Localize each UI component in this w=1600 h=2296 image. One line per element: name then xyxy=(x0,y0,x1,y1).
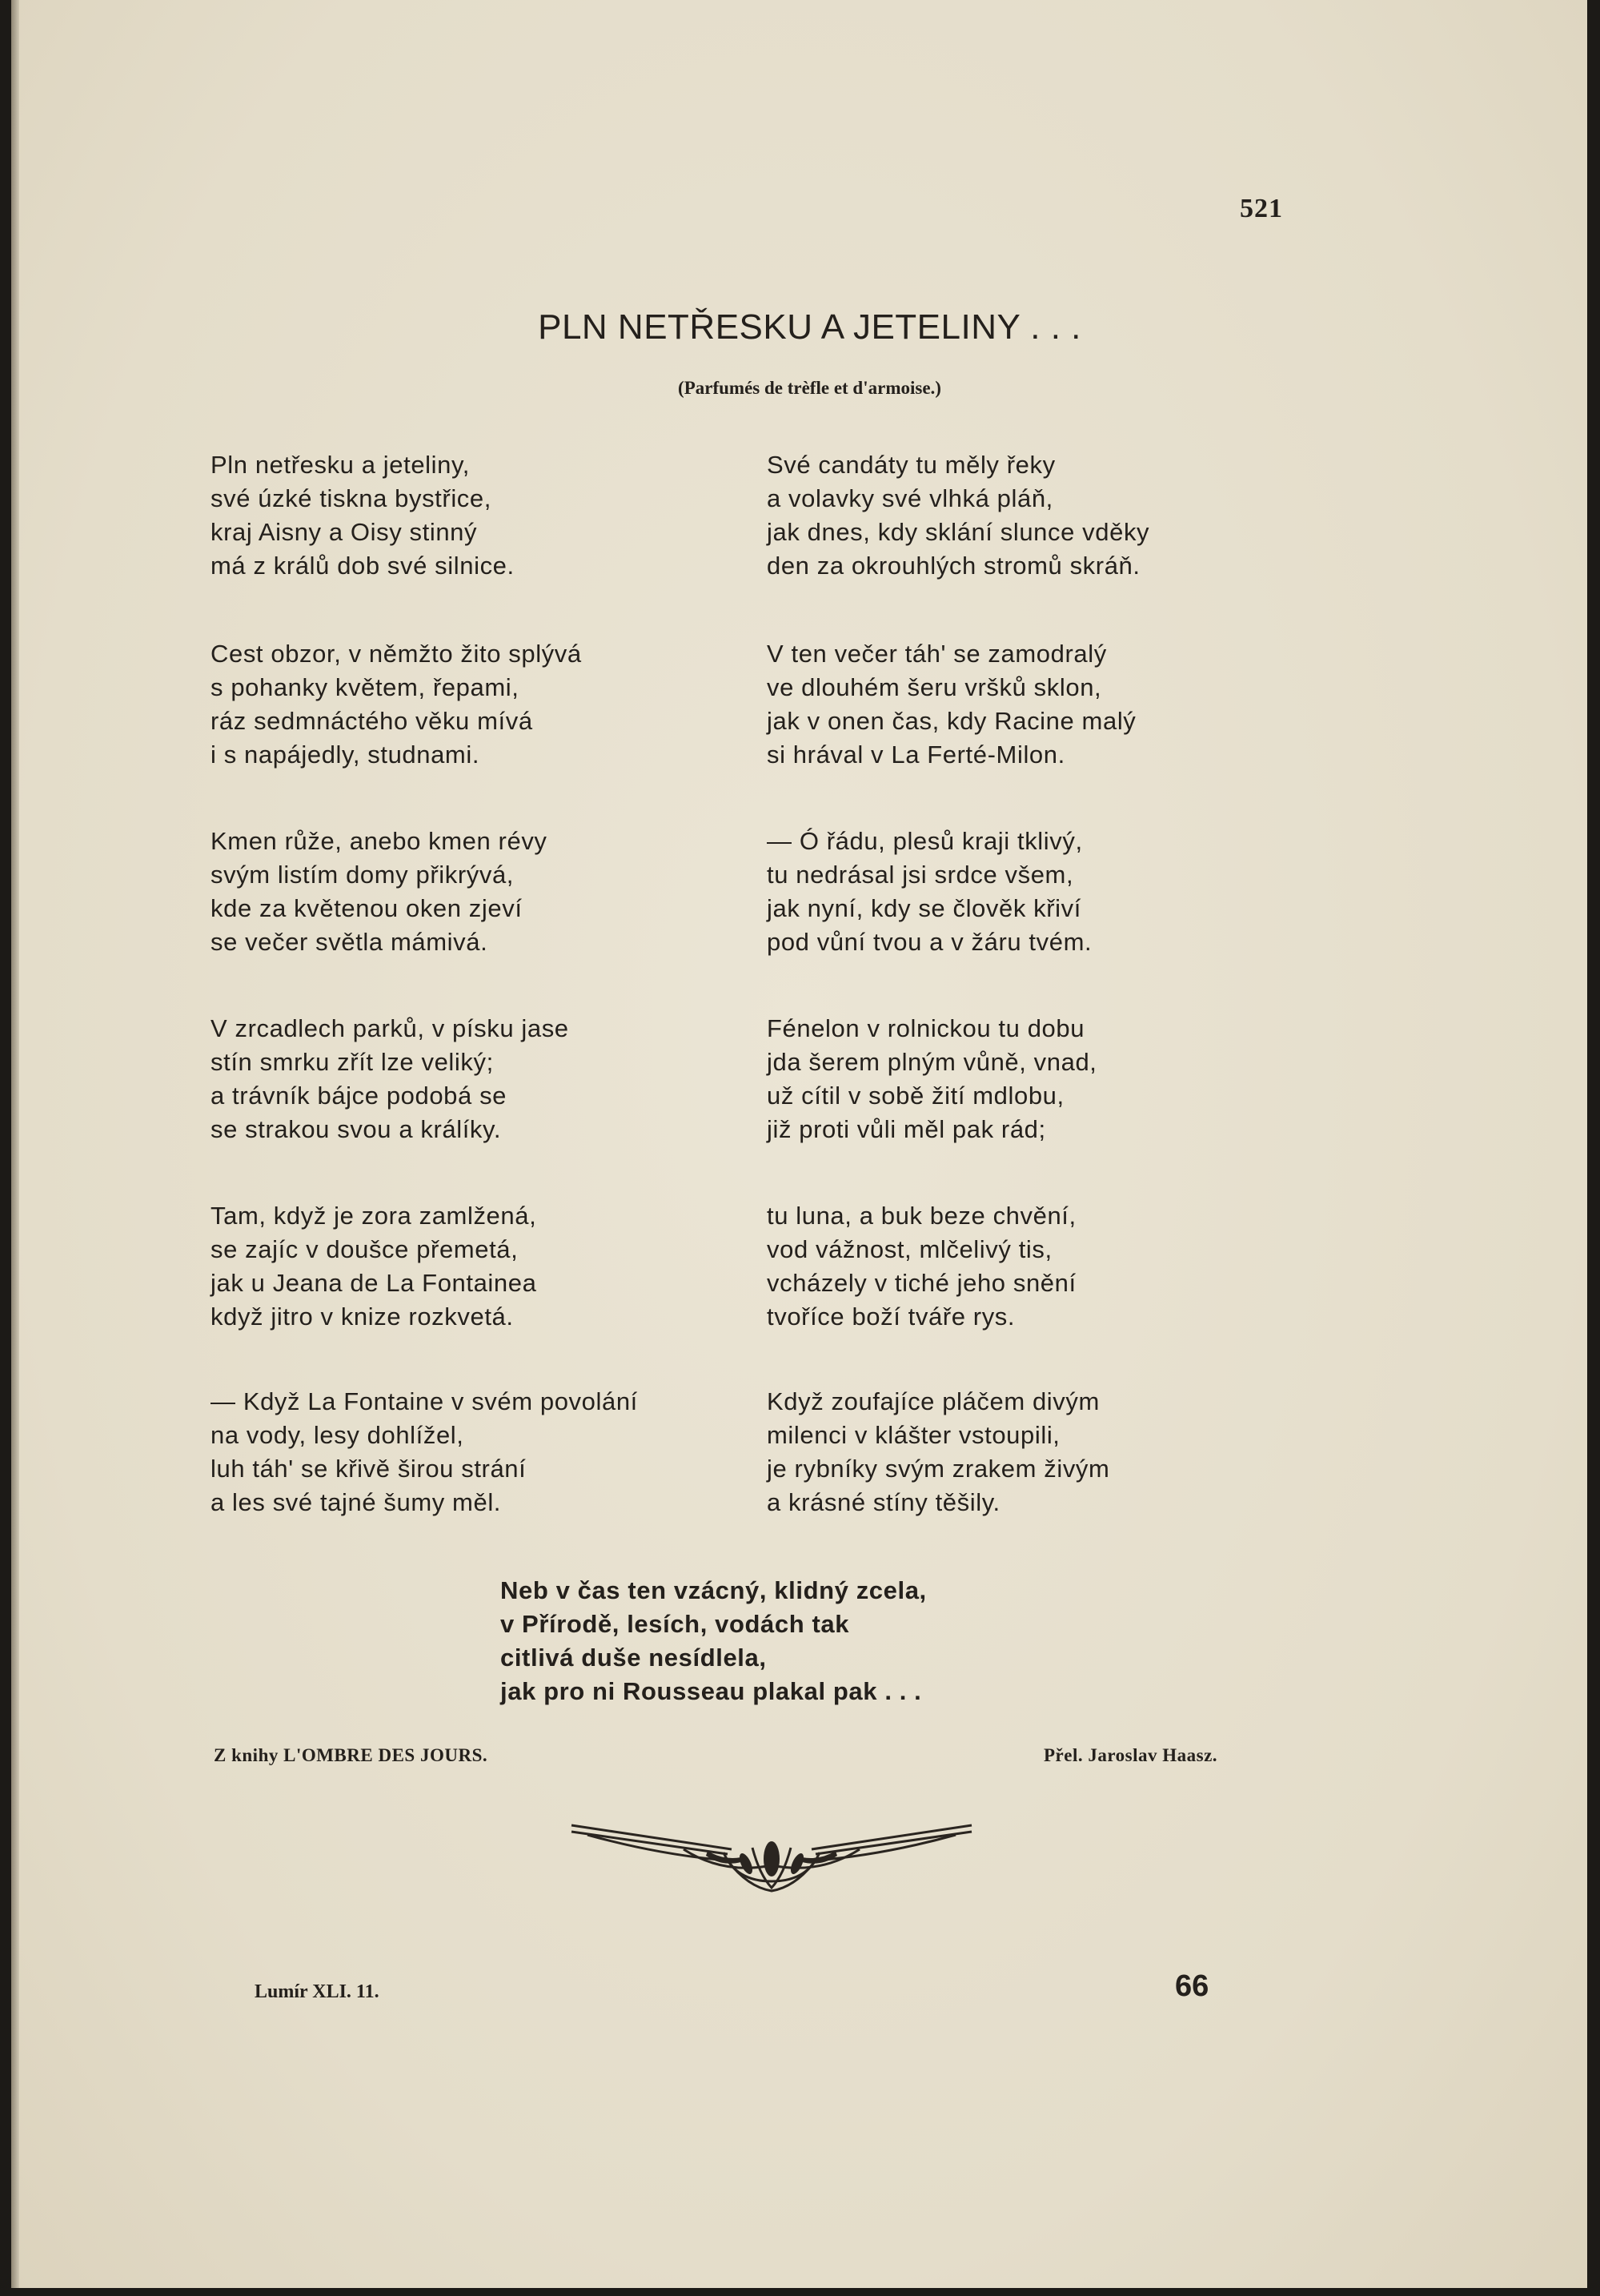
verse-line: vcházely v tiché jeho snění xyxy=(767,1269,1077,1297)
verse-line: jak u Jeana de La Fontainea xyxy=(211,1269,537,1297)
verse-line: v Přírodě, lesích, vodách tak xyxy=(500,1610,850,1638)
verse-line: Když zoufajíce pláčem divým xyxy=(767,1387,1100,1415)
stanza-right-2 xyxy=(767,637,1136,772)
verse-line: již proti vůli měl pak rád; xyxy=(767,1115,1046,1143)
verse-line: luh táh' se křivě širou strání xyxy=(211,1455,527,1483)
verse-line: — Když La Fontaine v svém povolání xyxy=(211,1387,638,1415)
stanza-right-3 xyxy=(767,825,1092,959)
verse-line: Tam, když je zora zamlžená, xyxy=(211,1202,537,1230)
stanza-right-6 xyxy=(767,1385,1109,1519)
verse-line: jda šerem plným vůně, vnad, xyxy=(767,1048,1097,1076)
verse-line: Cest obzor, v němžto žito splývá xyxy=(211,640,582,668)
verse-line: se strakou svou a králíky. xyxy=(211,1115,502,1143)
verse-line: tvoříce boží tváře rys. xyxy=(767,1303,1016,1331)
verse-line: tu nedrásal jsi srdce všem, xyxy=(767,861,1074,889)
verse-line: pod vůní tvou a v žáru tvém. xyxy=(767,928,1093,956)
verse-line: Neb v čas ten vzácný, klidný zcela, xyxy=(500,1576,927,1604)
verse-line: ráz sedmnáctého věku mívá xyxy=(211,707,533,735)
verse-line: se zajíc v doušce přemetá, xyxy=(211,1235,519,1263)
verse-line: a les své tajné šumy měl. xyxy=(211,1488,502,1516)
verse-line: jak pro ni Rousseau plakal pak . . . xyxy=(500,1677,922,1705)
verse-line: už cítil v sobě žití mdlobu, xyxy=(767,1082,1065,1110)
verse-line: se večer světla mámivá. xyxy=(211,928,488,956)
decorative-ornament-icon xyxy=(563,1811,980,1899)
verse-line: si hrával v La Ferté-Milon. xyxy=(767,741,1065,769)
book-page xyxy=(11,0,1587,2288)
verse-line: V zrcadlech parků, v písku jase xyxy=(211,1014,569,1042)
verse-line: citlivá duše nesídlela, xyxy=(500,1644,767,1672)
verse-line: den za okrouhlých stromů skráň. xyxy=(767,552,1141,580)
journal-signature: Lumír XLI. 11. xyxy=(255,1981,379,2002)
verse-line: ve dlouhém šeru vršků sklon, xyxy=(767,673,1102,701)
verse-line: a trávník bájce podobá se xyxy=(211,1082,507,1110)
verse-line: vod vážnost, mlčelivý tis, xyxy=(767,1235,1053,1263)
verse-line: Pln netřesku a jeteliny, xyxy=(211,451,470,479)
verse-line: i s napájedly, studnami. xyxy=(211,741,480,769)
verse-line: jak dnes, kdy sklání slunce vděky xyxy=(767,518,1150,546)
verse-line: kde za květenou oken zjeví xyxy=(211,894,523,922)
stanza-left-1 xyxy=(211,448,515,583)
verse-line: — Ó řádu, plesů kraji tklivý, xyxy=(767,827,1083,855)
sheet-number: 66 xyxy=(1175,1969,1209,2003)
verse-line: jak v onen čas, kdy Racine malý xyxy=(767,707,1137,735)
translator-credit: Přel. Jaroslav Haasz. xyxy=(1044,1745,1218,1765)
stanza-right-4 xyxy=(767,1012,1097,1146)
poem-subtitle: (Parfumés de trèfle et d'armoise.) xyxy=(678,378,941,398)
verse-line: svým listím domy přikrývá, xyxy=(211,861,515,889)
stanza-right-1 xyxy=(767,448,1149,583)
verse-line: když jitro v knize rozkvetá. xyxy=(211,1303,514,1331)
verse-line: jak nyní, kdy se člověk křiví xyxy=(767,894,1081,922)
verse-line: a krásné stíny těšily. xyxy=(767,1488,1001,1516)
verse-line: své úzké tiskna bystřice, xyxy=(211,484,491,512)
verse-line: je rybníky svým zrakem živým xyxy=(767,1455,1110,1483)
verse-line: kraj Aisny a Oisy stinný xyxy=(211,518,478,546)
verse-line: V ten večer táh' se zamodralý xyxy=(767,640,1107,668)
verse-line: stín smrku zřít lze veliký; xyxy=(211,1048,494,1076)
verse-line: tu luna, a buk beze chvění, xyxy=(767,1202,1077,1230)
verse-line: Fénelon v rolnickou tu dobu xyxy=(767,1014,1085,1042)
stanza-left-6 xyxy=(211,1385,638,1519)
verse-line: milenci v klášter vstoupili, xyxy=(767,1421,1061,1449)
stanza-final xyxy=(500,1574,927,1708)
verse-line: s pohanky květem, řepami, xyxy=(211,673,519,701)
stanza-left-5 xyxy=(211,1199,536,1334)
page-number: 521 xyxy=(1240,194,1283,223)
stanza-left-2 xyxy=(211,637,582,772)
poem-title: PLN NETŘESKU A JETELINY . . . xyxy=(538,307,1081,347)
stanza-right-5 xyxy=(767,1199,1077,1334)
verse-line: na vody, lesy dohlížel, xyxy=(211,1421,464,1449)
verse-line: a volavky své vlhká pláň, xyxy=(767,484,1053,512)
stanza-left-3 xyxy=(211,825,547,959)
stanza-left-4 xyxy=(211,1012,569,1146)
source-note: Z knihy L'OMBRE DES JOURS. xyxy=(214,1745,488,1765)
verse-line: Kmen růže, anebo kmen révy xyxy=(211,827,547,855)
verse-line: má z králů dob své silnice. xyxy=(211,552,515,580)
verse-line: Své candáty tu měly řeky xyxy=(767,451,1056,479)
